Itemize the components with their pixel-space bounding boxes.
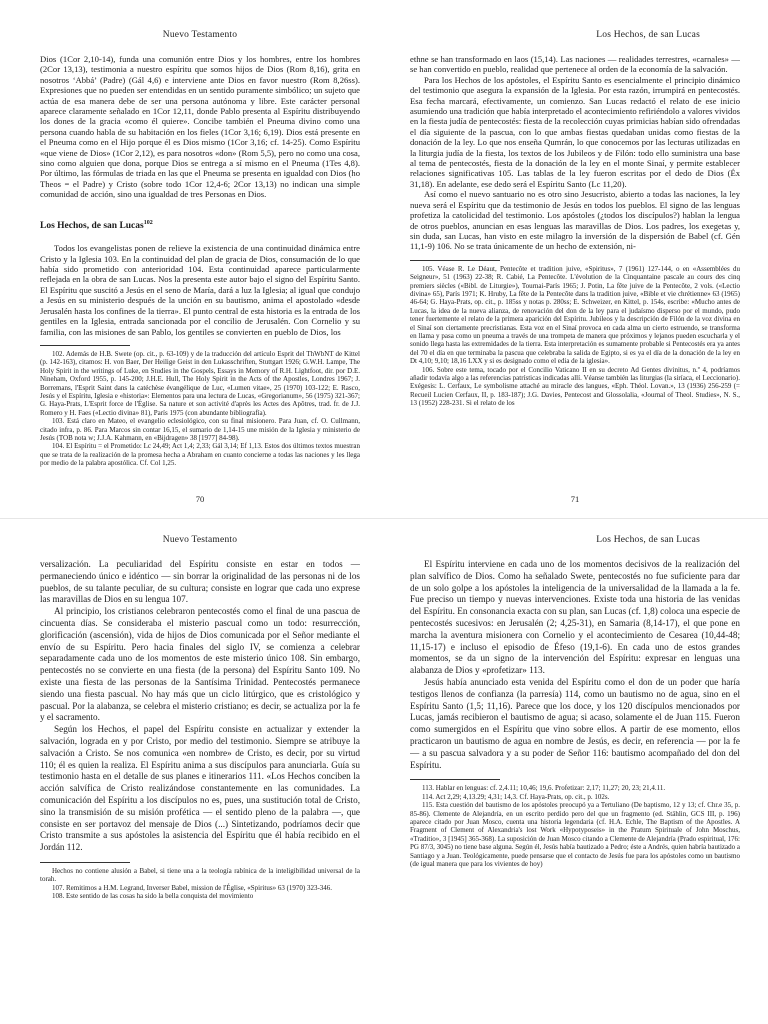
footnote: Hechos no contiene alusión a Babel, si tiene una a la teología rabínica de la inteligibilidad universal de la torah. (40, 866, 360, 884)
body-text (410, 54, 740, 252)
footnote-rule (40, 345, 130, 346)
paragraph: ethne se han transformado en laos (15,14). Las naciones — realidades terrestres, «carnales» — se han convertido en pueblo, realidad que pertenece al orden de la economía de la salvación. (410, 54, 740, 75)
paragraph: versalización. La peculiaridad del Espíritu consiste en estar en todos — permaneciendo único e idéntico — sin borrar la originalidad de las personas ni de los pueblos, de su talante peculiar, de su cultura; consiste en lograr que cada uno exprese las maravillas de Dios en su lengua 107. (40, 559, 360, 605)
body-text (40, 54, 360, 337)
spread-divider (0, 518, 768, 519)
paragraph: Así como el nuevo santuario no es otro sino Jesucristo, abierto a todas las naciones, la ley nueva será el Espíritu que da testimonio de Jesús en todos los pueblos. El signo de las lenguas profetiza la catolicidad del testimonio. Los apóstoles (¿todos los discípulos?) hablan la lengua de otros pueblos, anuncian en esas lenguas las maravillas de Dios. Los padres, los exegetas y, sin duda, san Lucas, han visto en este milagro la inversión de la dispersión de Babel (cf. Gén 11,1-9) 106. No se trata únicamente de un hecho de extensión, ni- (410, 189, 740, 252)
footnote: 115. Esta cuestión del bautismo de los apóstoles preocupó ya a Tertuliano (De baptismo, 12 y 13; cf. Chr.e 35, p. 85-86). Clemente de Alejandría, en un escrito perdido pero del que un fragmento (ed. Stählin, GCS III, p. 196) aparece citado por Juan Mosco, cuenta una historia legendaria (cf. H.A. Echle, The Baptism of the Apostles. A Fragment of Clement of Alexandria's lost Work «Hypotyposeis» in the Pratum Spirituale of John Moschus, «Traditio», 3 [1945] 365-368). La suposición de Juan Mosco citando a Clemente de Alejandría (Prado espiritual, 176: PG 87/3, 3045) no tiene base alguna. Según él, Jesús había bautizado a Pedro; éste a Andrés, quien habría bautizado a Santiago y a Juan. Teológicamente, puede pensarse que el contacto de Jesús fue para los apóstoles como un bautismo (de igual manera que para los vivientes de hoy) (410, 801, 740, 868)
footnote: 113. Hablar en lenguas: cf. 2,4.11; 10,46; 19,6. Profetizar: 2,17; 11,27; 20, 23; 21,4.11. (422, 784, 666, 793)
section-title-text: Los Hechos, de san Lucas (40, 220, 144, 231)
main-paragraph: Todos los evangelistas ponen de relieve la existencia de una continuidad dinámica entre Cristo y la Iglesia 103. En la continuidad del plan de gracia de Dios, consumación de lo que había sido prometido con anterioridad 104. Esta continuidad aparece particularmente reflejada en la obra de san Lucas. Nos la presenta este autor bajo el signo del Espíritu Santo. El Espíritu que suscitó a Jesús en el seno de María, dará a luz la Iglesia; al igual que condujo a Jesús en su ministerio después de la unción en su bautismo, anima el apostolado «desde Jerusalén hasta los confines de la tierra». El punto central de esta historia es la entrada de los gentiles en la Iglesia, entrada sancionada por el concilio de Jerusalén. Con Cornelio y su familia, con las misiones de san Pablo, los gentiles se convierten en pueblo de Dios, los (40, 243, 360, 337)
footnote-rule (410, 260, 500, 261)
paragraph: El Espíritu interviene en cada uno de los momentos decisivos de la realización del plan salvífico de Dios. Como ha señalado Swete, pentecostés no fue suficiente para dar de un solo golpe a los apóstoles la inteligencia de la universalidad de la llamada a la fe. Fue preciso un tiempo y nuevas intervenciones. Existe toda una historia de las venidas del Espíritu. En consonancia exacta con su plan, san Lucas (cf. 1,8) coloca una especie de pentecostés sucesivos: en Jerusalén (2; 4,25-31), en Samaria (8,14-17), el que pone en marcha la aventura misionera con Cornelio y el acontecimiento de Cesarea (10,44-48; 11,15-17) e incluso el episodio de Éfeso (19,1-6). En cada uno de estos grandes momentos, se da un signo de la intervención del Espíritu: expresar en lenguas una alabanza de Dios y «profetizar» 113. (410, 559, 740, 676)
footnotes (410, 784, 740, 868)
page-number: 71 (570, 494, 580, 504)
footnote: 102. Además de H.B. Swete (op. cit., p. 63-109) y de la traducción del artículo Esprit del ThWbNT de Kittel (p. 142-163), citamos: H. von Baer, Der Heilige Geist in den Lukasschriften, Stuttgart 1926; G.W.H. Lampe, The Holy Spirit in the writings of Luke, en Studies in the Gospels, Essays in Memory of R.H. Lightfoot, dir. por D.E. Nineham, Oxford 1955, p. 145-200; J.H.E. Hull, The Holy Spirit in the Acts of the Apostles, Londres 1967; J. Borremans, l'Esprit Saint dans la catéchèse évangélique de Luc, «Lumen vitae», 25 (1970) 103-122; E. Rasco, Jesús y el Espíritu, Iglesia e «historia»: Elementos para una lectura de Lucas, «Gregorianum», 56 (1975) 321-367; G. Haya-Prats, L'Esprit force de l'Église. Sa nature et son activité d'après les Actes des Apôtres, trad. fr. de J.J. Romero y H. Faes («Lectio divina» 81), París 1975 (con abundante bibliografía). (40, 349, 360, 417)
page-71 (410, 30, 740, 510)
section-title (40, 218, 360, 232)
footnote: 105. Véase R. Le Déaut, Pentecôte et tradition juive, «Spiritus», 7 (1961) 127-144, o en «Assemblées du Seigneur», 51 (1963) 22-38; R. Cabié, La Pentecôte. L'évolution de la Cinquantaine pascale au cours des cinq premiers siècles («Bibl. de Liturgie»), Tournai-París 1965; J. Potin, La fête juive de la Pentecôte, 2 vols. («Lectio divina» 65), París 1971; K. Hruby, La fête de la Pentecôte dans la tradition juive, «Bible et vie chrétienne» 63 (1965) 46-64; G. Haya-Prats, op. cit., p. 185ss y notas p. 280ss; E. Schweizer, en Kittel, p. 154s, escribe: «Mucho antes de Lucas, la idea de la nueva alianza, de renovación del don de la ley para el judaísmo disperso por el mundo, pudo tener fuertemente el relato de la primera aparición del Espíritu. Jubileos y la descripción de Filón de la voz divina en el Sinaí son ciertamente precristianas. Esta voz en el Sinaí provoca en cada alma un cierto estruendo, se transforma en llama y pasa como un pneuma a través de una trompeta de manera que próximos y lejanos pueden escucharla y el sonido llega hasta las extremidades de la tierra. Esta interpretación es sumamente probable si Pentecostés era ya antes del 70 el día en que terminaba la pascua que celebraba la salida de Egipto, si es ya el día de la donación de la ley en Dt 4,10; 9,10; 18,16 LXX y si es designado como el edia de la iglesia». (410, 264, 740, 366)
paragraph: Para los Hechos de los apóstoles, el Espíritu Santo es esencialmente el principio dinámico del testimonio que asegura la expansión de la Iglesia. Por esta razón, irrumpirá en pentecostés. Esa fecha marcará, efectivamente, un comienzo. San Lucas redactó el relato de ese inicio asumiendo una tradición que había interpretado el acontecimiento refiriéndolo a valores vividos en la fiesta judía de pentecostés: fiesta de la recolección cuyas primicias habían sido ofrendadas el día siguiente de la pascua, con lo que ambas fiestas quedaban unidas como fiestas de la donación de la ley. Lo que nos enseña Qumrán, lo que conocemos por las lecturas utilizadas en la liturgia judía de la fiesta, los textos de los Jubileos y de Filón: todo ello suministra una base al tema de pentecostés, fiesta de la donación de la ley en el monte Sinaí, y permite establecer relaciones significativas 105. Las tablas de la ley fueron escritas por el dedo de Dios (Éx 31,18). En adelante, ese dedo será el Espíritu Santo (Lc 11,20). (410, 74, 740, 189)
footnote: 106. Sobre este tema, tocado por el Concilio Vaticano II en su decreto Ad Gentes divinitus, n.º 4, podríamos añadir todavía algo a las referencias patrísticas indicadas allí. Véanse también las liturgias (la siríaca, el Leccionario). Exégesis: L. Cerfaux, Le symbolisme attaché au miracle des langues, «Eph. Théol. Lovan.», 13 (1936) 256-259 (= Recueil Lucien Cerfaux, II, p. 183-187); J.G. Davies, Pentecost and Glossolalia, «Journal of Theol. Studies», N. S., 13 (1952) 228-231. Si el relato de los (410, 365, 740, 408)
footnote: 108. Este sentido de las cosas ha sido la bella conquista del movimiento (52, 892, 254, 901)
page-73 (410, 535, 740, 1024)
page-70 (40, 30, 360, 510)
footnote-rule (40, 862, 130, 863)
running-header: Los Hechos, de san Lucas (596, 535, 700, 545)
body-text (410, 559, 740, 771)
paragraph: Al principio, los cristianos celebraron pentecostés como el final de una pascua de cincuenta días. Se consideraba el misterio pascual como un todo: resurrección, glorificación (ascensión), vida de hijos de Dios comunicada por el Señor mediante el envío de su Espíritu. Pero hacia finales del siglo IV, se comienza a celebrar separadamente cada uno de los momentos de este misterio único 108. Sin embargo, pentecostés no se convierte en una fiesta (de la persona) del Espíritu Santo 109. No existe una fiesta de las personas de la Santísima Trinidad. Pentecostés permanece siendo una fiesta pascual. No hay más que un ciclo litúrgico, que es cristológico y pascual. Por la alabanza, se celebra el misterio cristiano; es decir, se actualiza por la fe y el sacramento. (40, 606, 360, 723)
page-72 (40, 535, 360, 1024)
body-text (40, 559, 360, 854)
running-header: Los Hechos, de san Lucas (596, 30, 700, 40)
footnote: 103. Está claro en Mateo, el evangelio eclesiológico, con su final misionero. Para Juan, cf. O. Cullmann, citado infra, p. 86. Para Marcos sin contar 16,15, el sumario de 1,14-15 une misión de la Iglesia y ministerio de Jesús (TOB nota w; J.J.A. Kahmann, en «Bijdragen» 38 [1977] 84-98). (40, 417, 360, 442)
section-title-footnote-ref: 102 (143, 219, 153, 226)
footnotes (40, 867, 360, 901)
paragraph: Jesús había anunciado esta venida del Espíritu como el don de un poder que haría testigos llenos de confianza (la parresía) 114, como un bautismo no de agua, sino en el Espíritu Santo (1,5; 11,16). Parece que los doce, y los 120 discípulos mencionados por Lucas, jamás recibieron el bautismo de agua; si acaso, solamente el de Juan 115. Fueron como sumergidos en el Espíritu que vino sobre ellos. A partir de ese momento, ellos practicaron un bautismo de agua en nombre de Jesús, es decir, en referencia — por la fe — a su pascua salvadora y a su poder de Señor 116: bautismo acompañado del don del Espíritu. (410, 676, 740, 770)
footnotes (410, 265, 740, 408)
running-header: Nuevo Testamento (162, 535, 238, 545)
intro-paragraph: Dios (1Cor 2,10-14), funda una comunión entre Dios y los hombres, entre los hombres (2Cor 13,13), testimonia a nuestro espíritu que somos hijos de Dios (Rom 8,16), grita en nosotros ‘Abbá’ (Padre) (Gál 4,6) e interviene ante Dios en favor nuestro (Rom 8,26ss). Expresiones que no pueden ser entendidas en un sentido puramente simbólico; un sujeto que actúa de esa manera debe de ser una persona autónoma y libre. Este carácter personal aparece claramente señalado en 1Cor 12,11, donde Pablo presenta al Espíritu distribuyendo los dones de la gracia «como él quiere». Concibe también el Pneuma divino como una persona cuando habla de su habitación en los fieles (1Cor 3,16; 6,19). Dios está presente en el Pneuma como en el Hijo porque él es Dios mismo (1Cor 3,16; cf. 14-25). Como Espíritu «que viene de Dios» (1Cor 2,12), es para nosotros «don» (Rom 5,5), pero no como una cosa, sino como alguien que dona, porque Dios se entrega a sí mismo en el Pneuma (1Tes 4,8). Por último, las fórmulas de triada en las que el Pneuma se presenta en igualdad con Dios (ho Theos = el Padre) y Cristo (sobre todo 1Cor 12,4-6; 2Cor 13,13) no indican una simple comunidad de acción, sino una igualdad de tres Personas en Dios. (40, 54, 360, 200)
page-number: 70 (195, 494, 205, 504)
paragraph: Según los Hechos, el papel del Espíritu consiste en actualizar y extender la salvación, lograda en y por Cristo, por medio del testimonio. Siempre se atribuye la salvación a Cristo. Se nos comunica «en nombre» de Cristo, es decir, por su virtud 110; él es quien la realiza. El Espíritu anima a sus discípulos para anunciarla. Guía su testimonio hasta en el detalle de sus planes e itinerarios 111. «Los Hechos conciben la acción salvífica de Cristo realizándose constantemente en las comunidades. La comunicación del Espíritu a los discípulos no es, pues, una sustitución total de Cristo, sino la transmisión de su misión profética — el sentido pleno de la palabra —, que consiste en ser portavoz del mensaje de Dios (...) Sintetizando, podríamos decir que Cristo transmite a sus apóstoles la asistencia del Espíritu que él había recibido en el Jordán 112. (40, 724, 360, 853)
footnote: 104. El Espíritu = el Prometido: Lc 24,49; Act 1,4; 2,33; Gál 3,14; Ef 1,13. Estos dos últimos textos muestran que se trata de la realización de la promesa hecha a Abraham en cuanto concierne a todas las naciones y les llega por medio de la palabra apostólica. Cf. Col 1,25. (40, 442, 360, 468)
footnote-rule (410, 779, 500, 780)
footnote: 114. Act 2,29; 4,13.29; 4,31; 14,3. Cf. Haya-Prats, op. cit., p. 102s. (422, 792, 610, 801)
running-header: Nuevo Testamento (162, 30, 238, 40)
footnote: 107. Remitimos a H.M. Legrand, Inverser Babel, mission de l'Église, «Spiritus» 63 (1970) 323-346. (52, 883, 333, 892)
footnotes (40, 350, 360, 468)
